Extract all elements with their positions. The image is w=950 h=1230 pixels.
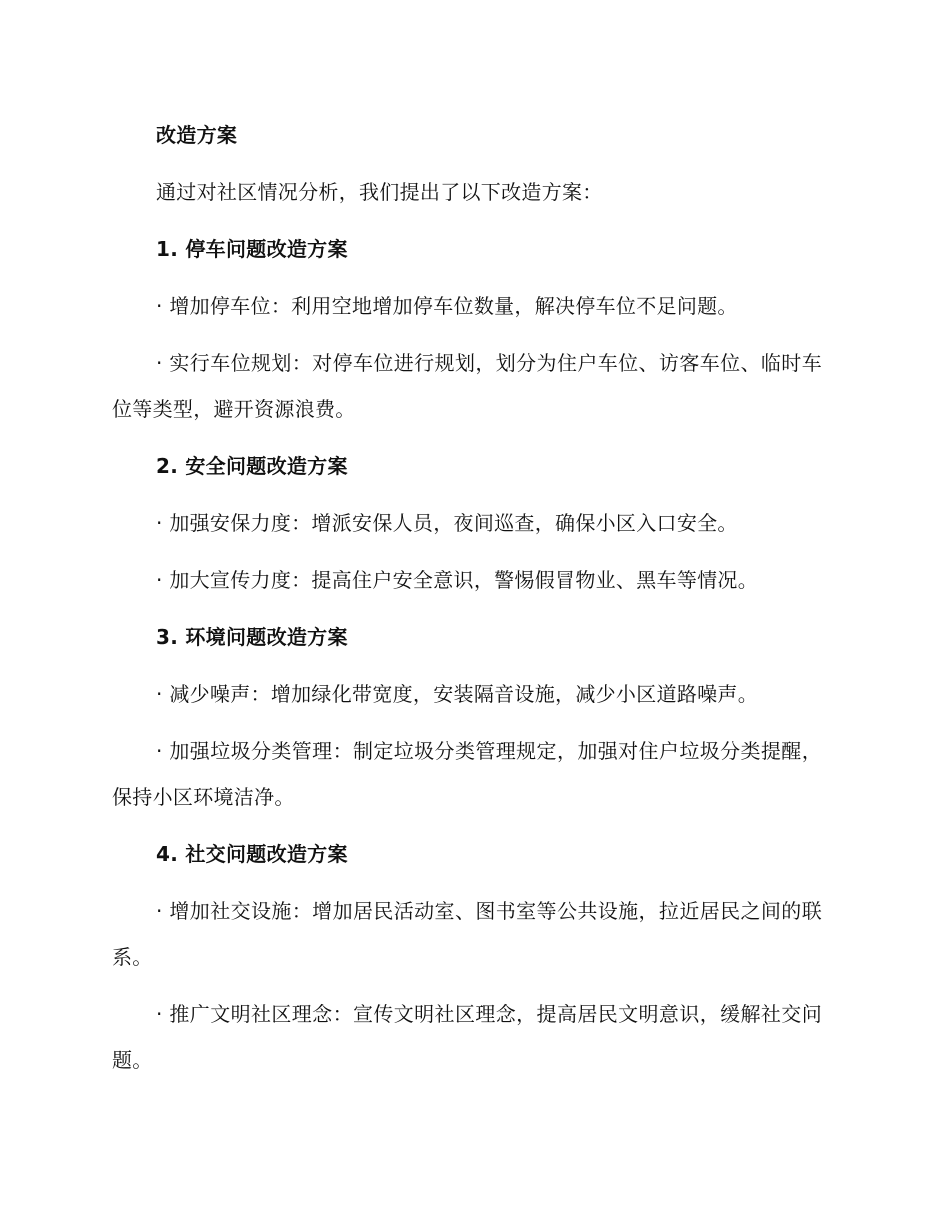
list-item: · 增加社交设施：增加居民活动室、图书室等公共设施，拉近居民之间的联系。 [112, 899, 822, 969]
document-page [112, 112, 822, 1094]
list-item: · 实行车位规划：对停车位进行规划，划分为住户车位、访客车位、临时车位等类型，避开资源浪费。 [112, 351, 822, 421]
section-heading-safety: 2. 安全问题改造方案 [156, 454, 348, 478]
list-item: · 加强安保力度：增派安保人员，夜间巡查，确保小区入口安全。 [156, 511, 738, 535]
document-title: 改造方案 [156, 123, 238, 147]
list-item: · 加强垃圾分类管理：制定垃圾分类管理规定，加强对住户垃圾分类提醒，保持小区环境洁净。 [112, 739, 822, 809]
list-item: · 减少噪声：增加绿化带宽度，安装隔音设施，减少小区道路噪声。 [156, 682, 759, 706]
section-heading-environment: 3. 环境问题改造方案 [156, 625, 348, 649]
section-heading-social: 4. 社交问题改造方案 [156, 842, 348, 866]
intro-paragraph: 通过对社区情况分析，我们提出了以下改造方案： [156, 180, 603, 204]
list-item: · 增加停车位：利用空地增加停车位数量，解决停车位不足问题。 [156, 294, 738, 318]
list-item: · 加大宣传力度：提高住户安全意识，警惕假冒物业、黑车等情况。 [156, 568, 759, 592]
list-item: · 推广文明社区理念：宣传文明社区理念，提高居民文明意识，缓解社交问题。 [112, 1002, 822, 1072]
section-heading-parking: 1. 停车问题改造方案 [156, 237, 348, 261]
